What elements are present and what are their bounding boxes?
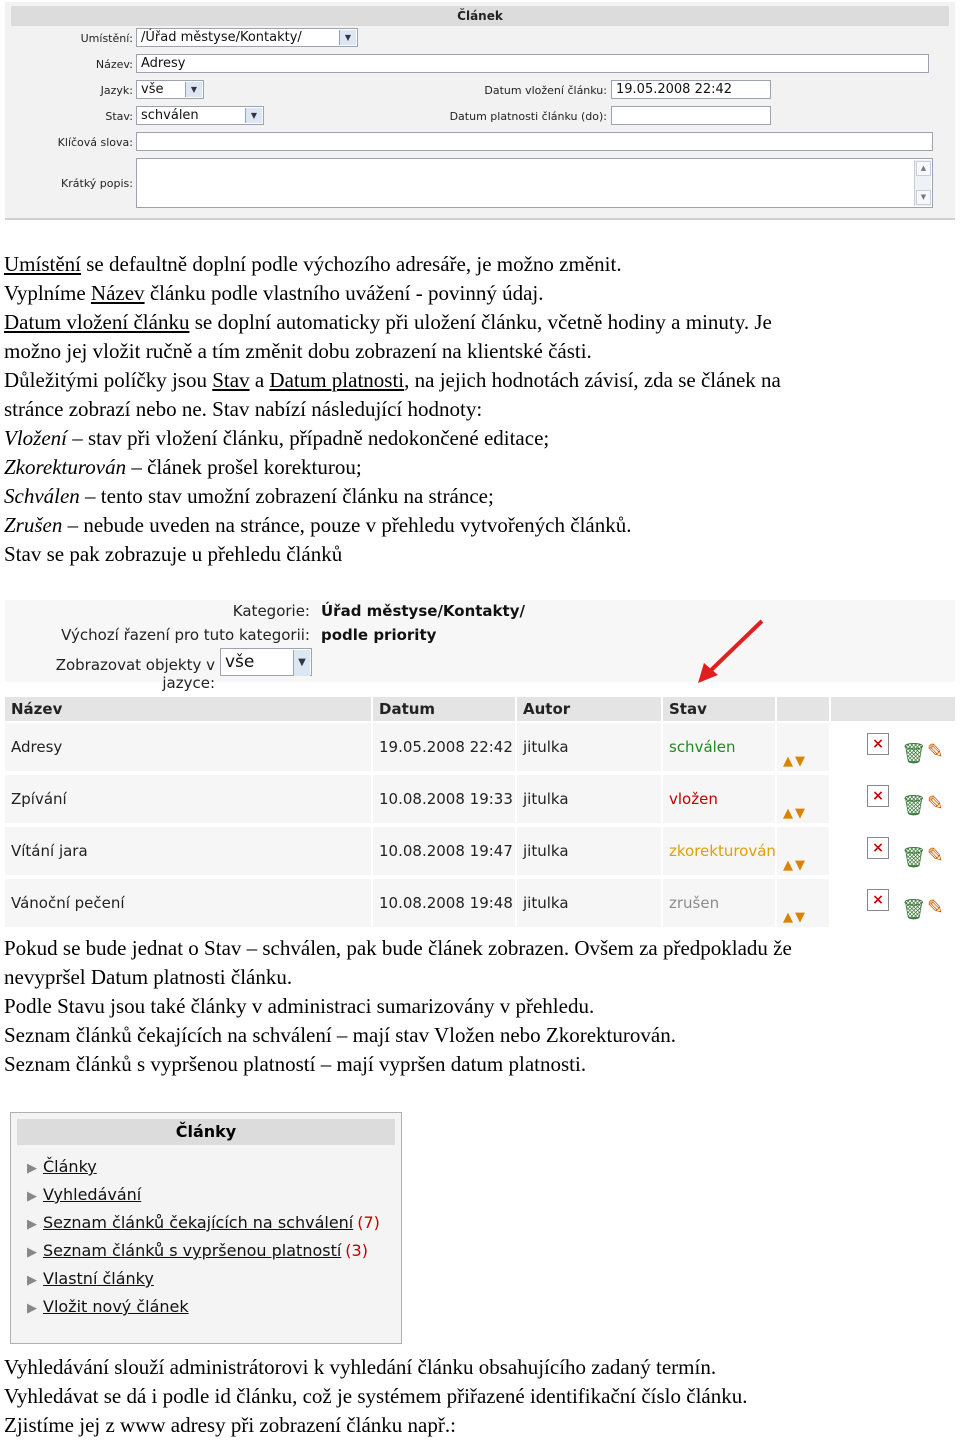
state-label: Stav: (105, 110, 133, 123)
menu-item-new[interactable]: ▶ Vložit nový článek (27, 1297, 189, 1316)
triangle-right-icon: ▶ (27, 1301, 37, 1316)
menu-title: Články (17, 1119, 395, 1145)
form-title: Článek (11, 6, 949, 26)
sort-label: Výchozí řazení pro tuto kategorii: (61, 626, 310, 644)
sort-value: podle priority (321, 626, 437, 644)
term-insert-date: Datum vložení článku (4, 310, 190, 334)
cell-state: zkorekturován (663, 827, 775, 875)
edit-pencil-icon[interactable]: ✎ (927, 843, 944, 867)
cell-name[interactable]: Adresy (5, 723, 371, 771)
text-line: Umístění se defaultně doplní podle výchozího adresáře, je možno změnit. (4, 252, 622, 276)
column-header-state[interactable]: Stav (663, 697, 775, 721)
cell-state: zrušen (663, 879, 775, 927)
insert-date-input[interactable]: 19.05.2008 22:42 (611, 80, 771, 99)
term-state: Stav (212, 368, 250, 392)
name-label: Název: (95, 58, 133, 71)
category-value: Úřad městyse/Kontakty/ (321, 602, 525, 620)
location-value: /Úřad městyse/Kontakty/ (141, 30, 302, 45)
state-value: schválen (141, 108, 199, 123)
triangle-right-icon: ▶ (27, 1189, 37, 1204)
text-line: Zrušen – nebude uveden na stránce, pouze v přehledu vytvořených článků. (4, 513, 632, 537)
cell-name[interactable]: Zpívání (5, 775, 371, 823)
cell-date: 10.08.2008 19:33 (373, 775, 515, 823)
triangle-right-icon: ▶ (27, 1245, 37, 1260)
chevron-down-icon: ▼ (245, 108, 262, 123)
column-header-order (777, 697, 829, 721)
trash-icon[interactable]: 🗑 (901, 897, 927, 921)
language-label: Jazyk: (100, 84, 133, 97)
article-table (5, 697, 955, 923)
cell-state: schválen (663, 723, 775, 771)
text-line: Vyhledávat se dá i podle id článku, což je systémem přiřazené identifikační číslo článku. (4, 1384, 748, 1408)
chevron-down-icon: ▼ (339, 30, 356, 45)
delete-checkbox[interactable]: × (867, 785, 889, 807)
term-validity: Datum platnosti (269, 368, 405, 392)
keywords-input[interactable] (136, 132, 933, 151)
language-filter-label: Zobrazovat objekty v jazyce: (55, 656, 215, 692)
menu-item-pending[interactable]: ▶ Seznam článků čekajících na schválení (7) (27, 1213, 380, 1232)
move-up-down-icon[interactable]: ▲▼ (783, 858, 807, 873)
cell-state: vložen (663, 775, 775, 823)
validity-date-input[interactable] (611, 106, 771, 125)
move-up-down-icon[interactable]: ▲▼ (783, 910, 807, 925)
column-header-actions (831, 697, 955, 721)
list-settings (5, 600, 955, 692)
move-up-down-icon[interactable]: ▲▼ (783, 754, 807, 769)
cell-order (777, 723, 829, 771)
text-line: Datum vložení článku se doplní automaticky při uložení článku, včetně hodiny a minuty. Je (4, 310, 772, 334)
red-arrow-icon (690, 615, 770, 685)
summary-textarea[interactable] (136, 158, 933, 208)
cell-author: jitulka (517, 723, 661, 771)
cell-name[interactable]: Vánoční pečení (5, 879, 371, 927)
cell-author: jitulka (517, 879, 661, 927)
scroll-down-icon[interactable]: ▼ (916, 190, 931, 205)
delete-checkbox[interactable]: × (867, 889, 889, 911)
text-line: Podle Stavu jsou také články v administraci sumarizovány v přehledu. (4, 994, 595, 1018)
keywords-label: Klíčová slova: (57, 136, 133, 149)
chevron-down-icon: ▼ (293, 650, 310, 676)
menu-item-own[interactable]: ▶ Vlastní články (27, 1269, 154, 1288)
term-name: Název (90, 281, 145, 305)
cell-name[interactable]: Vítání jara (5, 827, 371, 875)
table-row[interactable] (5, 775, 955, 825)
move-up-down-icon[interactable]: ▲▼ (783, 806, 807, 821)
language-filter-value: vše (225, 652, 255, 672)
cell-date: 10.08.2008 19:47 (373, 827, 515, 875)
cell-order (777, 879, 829, 927)
scroll-up-icon[interactable]: ▲ (916, 161, 931, 176)
text-line: nevypršel Datum platnosti článku. (4, 965, 293, 989)
name-input[interactable]: Adresy (136, 54, 929, 73)
text-line: možno jej vložit ručně a tím změnit dobu zobrazení na klientské části. (4, 339, 592, 363)
scrollbar[interactable] (914, 160, 931, 206)
triangle-right-icon: ▶ (27, 1217, 37, 1232)
column-header-date[interactable]: Datum (373, 697, 515, 721)
triangle-right-icon: ▶ (27, 1273, 37, 1288)
trash-icon[interactable]: 🗑 (901, 741, 927, 765)
column-header-author[interactable]: Autor (517, 697, 661, 721)
table-row[interactable] (5, 827, 955, 877)
delete-checkbox[interactable]: × (867, 733, 889, 755)
summary-label: Krátký popis: (61, 177, 133, 190)
term-location: Umístění (4, 252, 81, 276)
expired-count: (3) (345, 1241, 368, 1260)
menu-item-expired[interactable]: ▶ Seznam článků s vypršenou platností (3) (27, 1241, 368, 1260)
text-line: Důležitými políčky jsou Stav a Datum platnosti, na jejich hodnotách závisí, zda se článek na (4, 368, 781, 392)
text-line: Zjistíme jej z www adresy při zobrazení článku např.: (4, 1413, 456, 1437)
text-line: Vyhledávání slouží administrátorovi k vyhledání článku obsahujícího zadaný termín. (4, 1355, 717, 1379)
menu-item-search[interactable]: ▶ Vyhledávání (27, 1185, 142, 1204)
table-row[interactable] (5, 723, 955, 773)
language-select[interactable] (136, 80, 204, 99)
edit-pencil-icon[interactable]: ✎ (927, 895, 944, 919)
cell-author: jitulka (517, 775, 661, 823)
text-line: Stav se pak zobrazuje u přehledu článků (4, 542, 343, 566)
chevron-down-icon: ▼ (185, 82, 202, 97)
location-label: Umístění: (80, 32, 133, 45)
edit-pencil-icon[interactable]: ✎ (927, 739, 944, 763)
cell-order (777, 827, 829, 875)
cell-date: 19.05.2008 22:42 (373, 723, 515, 771)
text-line: Zkorekturován – článek prošel korekturou; (4, 455, 362, 479)
cell-date: 10.08.2008 19:48 (373, 879, 515, 927)
delete-checkbox[interactable]: × (867, 837, 889, 859)
column-header-name[interactable]: Název (5, 697, 371, 721)
cell-author: jitulka (517, 827, 661, 875)
cell-order (777, 775, 829, 823)
text-line: Pokud se bude jednat o Stav – schválen, pak bude článek zobrazen. Ovšem za předpokladu že (4, 936, 792, 960)
menu-item-articles[interactable]: ▶ Články (27, 1157, 97, 1176)
location-select[interactable] (136, 28, 358, 47)
edit-pencil-icon[interactable]: ✎ (927, 791, 944, 815)
table-row[interactable] (5, 879, 955, 929)
insert-date-label: Datum vložení článku: (484, 84, 607, 97)
text-line: Seznam článků čekajících na schválení – mají stav Vložen nebo Zkorekturován. (4, 1023, 676, 1047)
article-form-screenshot (5, 2, 955, 220)
trash-icon[interactable]: 🗑 (901, 845, 927, 869)
validity-date-label: Datum platnosti článku (do): (449, 110, 607, 123)
category-label: Kategorie: (232, 602, 310, 620)
text-line: Schválen – tento stav umožní zobrazení článku na stránce; (4, 484, 494, 508)
text-line: stránce zobrazí nebo ne. Stav nabízí následující hodnoty: (4, 397, 483, 421)
articles-menu-screenshot (10, 1112, 402, 1344)
language-value: vše (141, 82, 164, 97)
trash-icon[interactable]: 🗑 (901, 793, 927, 817)
state-select[interactable] (136, 106, 264, 125)
text-line: Seznam článků s vypršenou platností – mají vypršen datum platnosti. (4, 1052, 587, 1076)
pending-count: (7) (357, 1213, 380, 1232)
language-filter-select[interactable] (220, 648, 312, 676)
triangle-right-icon: ▶ (27, 1161, 37, 1176)
text-line: Vyplníme Název článku podle vlastního uvážení - povinný údaj. (4, 281, 544, 305)
text-line: Vložení – stav při vložení článku, případně nedokončené editace; (4, 426, 550, 450)
